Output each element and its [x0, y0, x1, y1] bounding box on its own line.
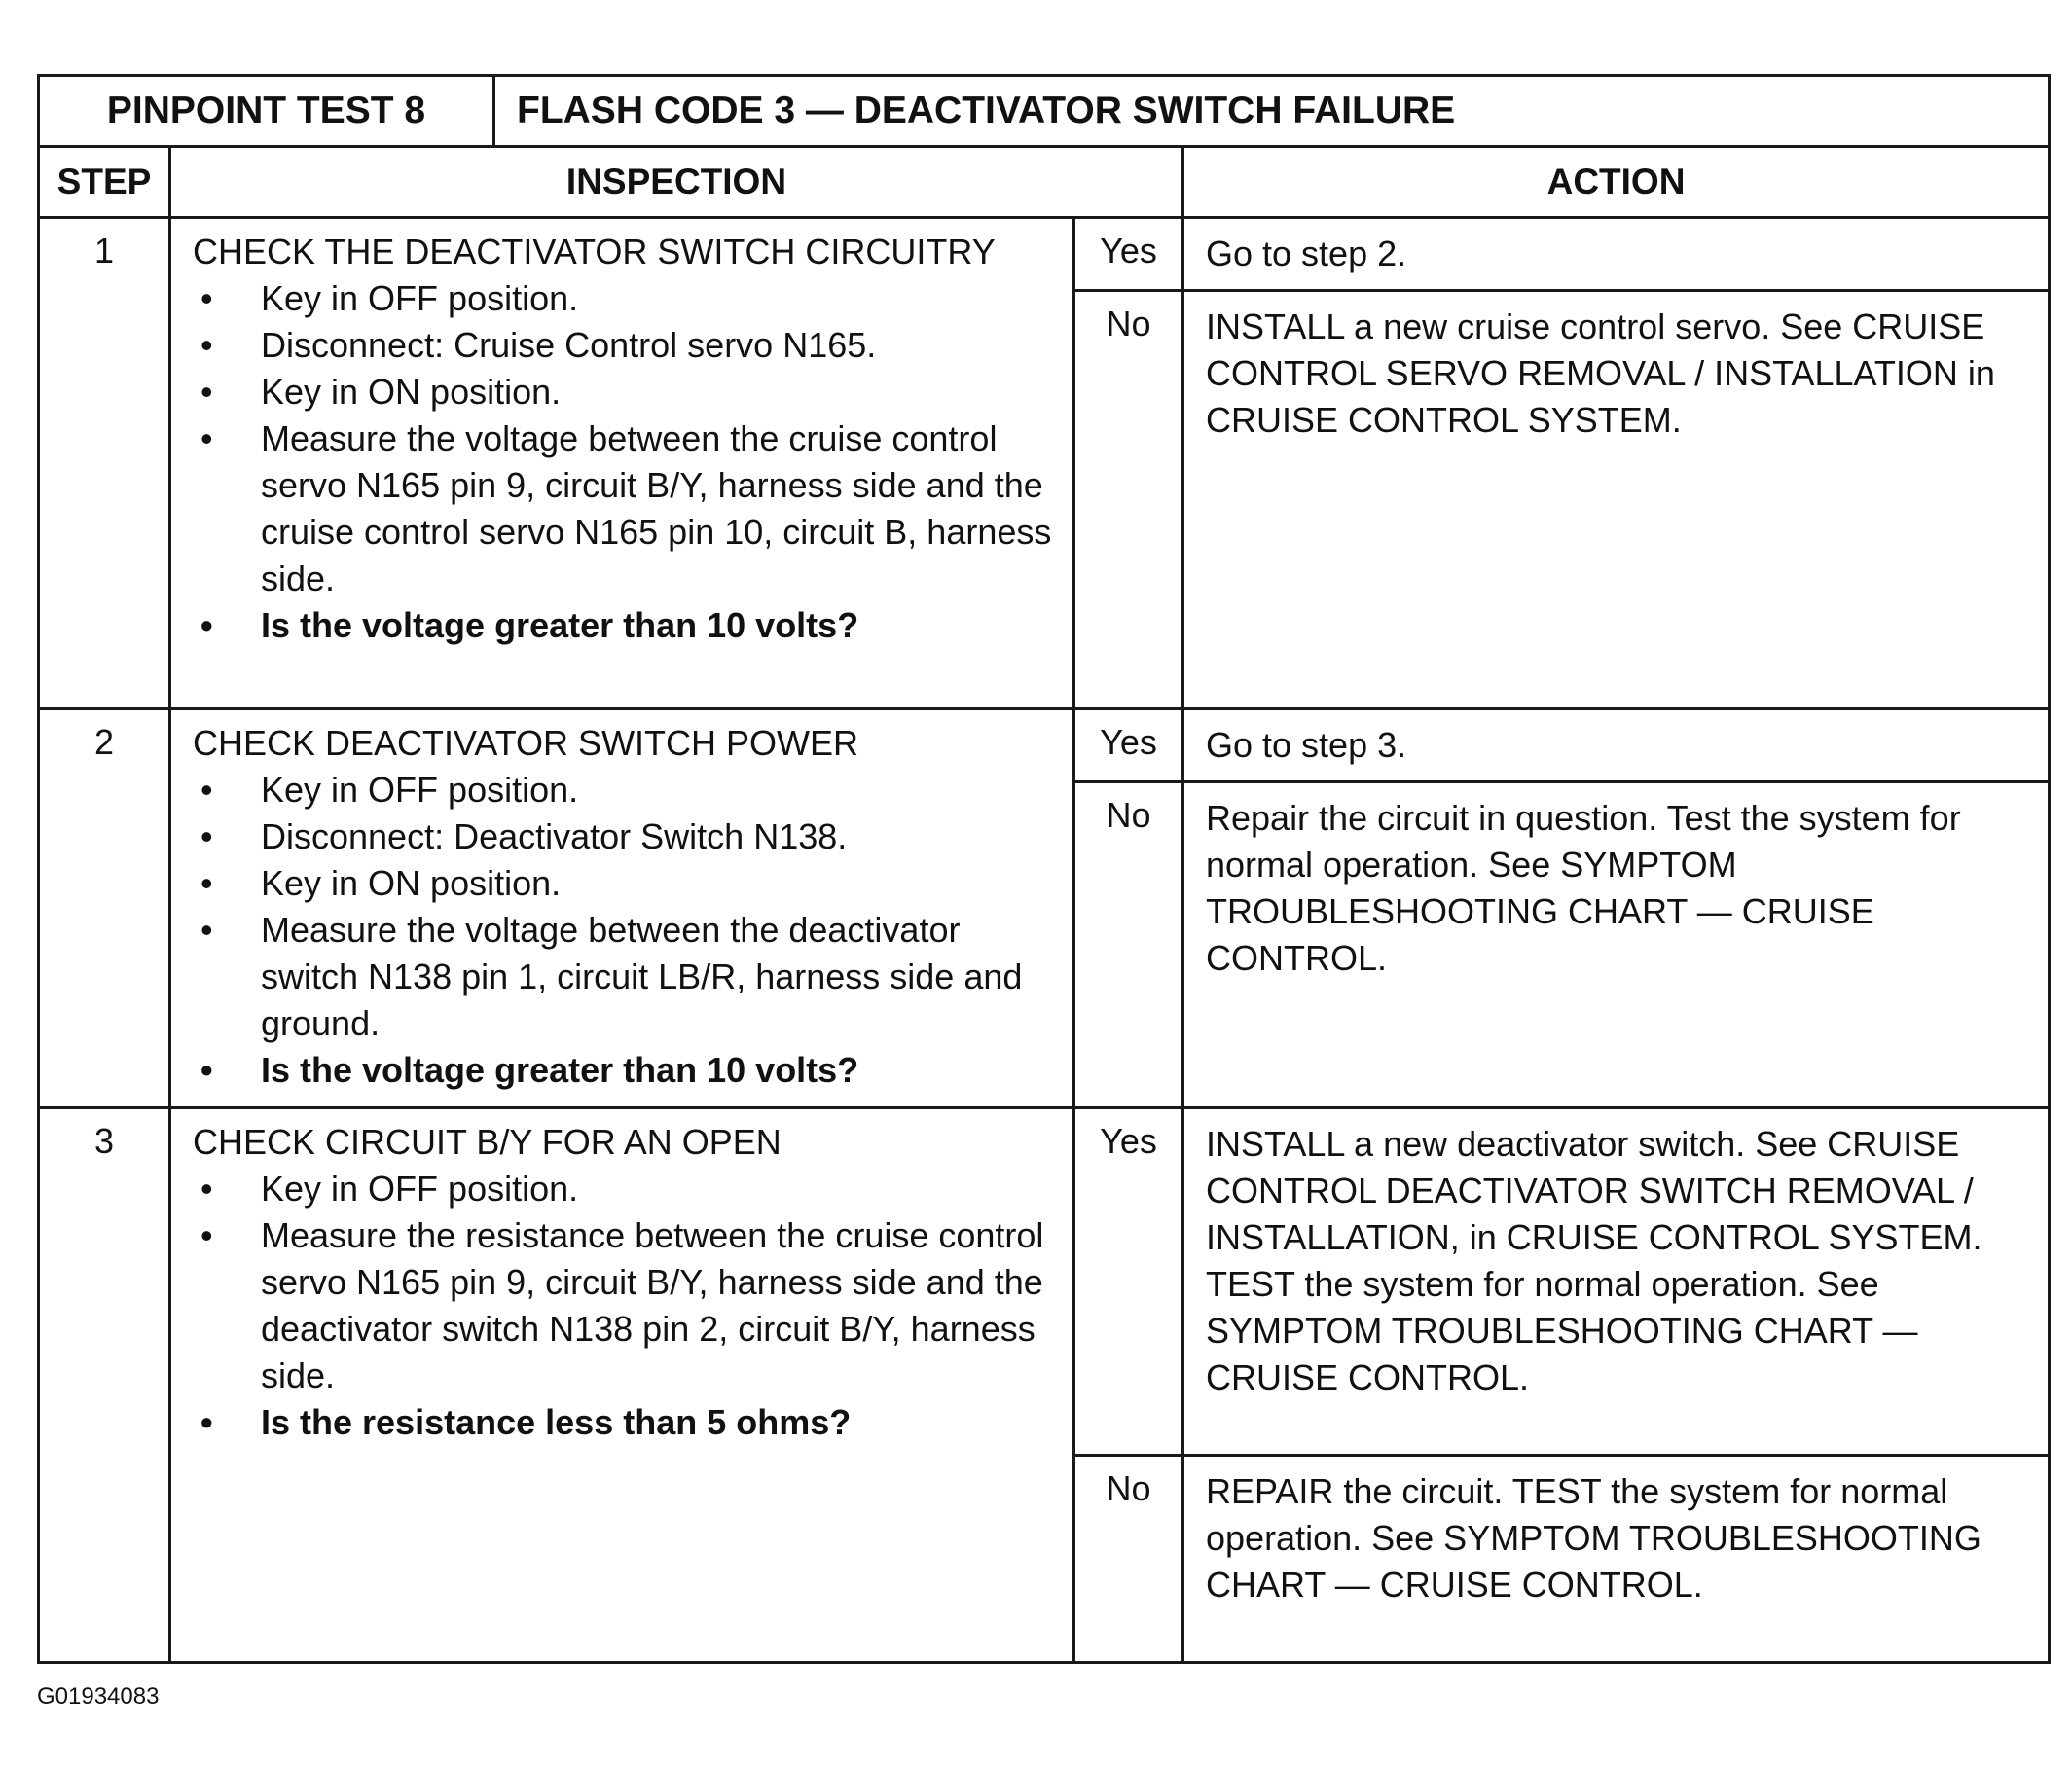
inspection-cell [170, 218, 1074, 709]
step-number: 2 [39, 709, 170, 1108]
step-bullets [193, 275, 1053, 649]
no-label: No [1074, 782, 1183, 1108]
title-row [39, 76, 2050, 147]
list-item: • Key in ON position. [193, 860, 1053, 907]
yes-action: Go to step 3. [1183, 709, 2050, 782]
no-action: REPAIR the circuit. TEST the system for normal operation. See SYMPTOM TROUBLESHOOTING CHART — CRUISE CONTROL. [1183, 1456, 2050, 1663]
inspection-cell [170, 1108, 1074, 1663]
column-header-row [39, 147, 2050, 218]
step-bullets [193, 1166, 1053, 1446]
yes-label: Yes [1074, 709, 1183, 782]
step-title: CHECK THE DEACTIVATOR SWITCH CIRCUITRY [193, 232, 996, 271]
yes-label: Yes [1074, 218, 1183, 291]
table-row [39, 218, 2050, 291]
table-row [39, 709, 2050, 782]
test-label: PINPOINT TEST 8 [39, 76, 494, 147]
list-item: • Key in OFF position. [193, 275, 1053, 322]
no-label: No [1074, 291, 1183, 709]
list-item: • Key in OFF position. [193, 767, 1053, 813]
yes-action: Go to step 2. [1183, 218, 2050, 291]
inspection-column-header: INSPECTION [170, 147, 1183, 218]
test-title: FLASH CODE 3 — DEACTIVATOR SWITCH FAILURE [494, 76, 2050, 147]
list-item: • Disconnect: Cruise Control servo N165. [193, 322, 1053, 369]
step-question: • Is the resistance less than 5 ohms? [193, 1399, 1053, 1446]
inspection-cell [170, 709, 1074, 1108]
step-title: CHECK CIRCUIT B/Y FOR AN OPEN [193, 1122, 782, 1162]
step-column-header: STEP [39, 147, 170, 218]
list-item: • Measure the voltage between the cruise control servo N165 pin 9, circuit B/Y, harness side and the cruise control servo N165 pin 10, circuit B, harness side. [193, 415, 1053, 602]
no-action: Repair the circuit in question. Test the system for normal operation. See SYMPTOM TROUBLESHOOTING CHART — CRUISE CONTROL. [1183, 782, 2050, 1108]
yes-action: INSTALL a new deactivator switch. See CRUISE CONTROL DEACTIVATOR SWITCH REMOVAL / INSTALLATION, in CRUISE CONTROL SYSTEM. TEST the system for normal operation. See SYMPTOM TROUBLESHOOTING CHART — CRUISE CONTROL. [1183, 1108, 2050, 1456]
list-item: • Disconnect: Deactivator Switch N138. [193, 813, 1053, 860]
step-bullets [193, 767, 1053, 1094]
step-title: CHECK DEACTIVATOR SWITCH POWER [193, 723, 859, 763]
action-column-header: ACTION [1183, 147, 2050, 218]
step-question: • Is the voltage greater than 10 volts? [193, 602, 1053, 649]
figure-id: G01934083 [37, 1683, 160, 1710]
step-number: 3 [39, 1108, 170, 1663]
table-row [39, 1108, 2050, 1456]
step-number: 1 [39, 218, 170, 709]
list-item: • Measure the resistance between the cruise control servo N165 pin 9, circuit B/Y, harness side and the deactivator switch N138 pin 2, circuit B/Y, harness side. [193, 1212, 1053, 1399]
no-action: INSTALL a new cruise control servo. See CRUISE CONTROL SERVO REMOVAL / INSTALLATION in CRUISE CONTROL SYSTEM. [1183, 291, 2050, 709]
list-item: • Key in ON position. [193, 369, 1053, 415]
yes-label: Yes [1074, 1108, 1183, 1456]
pinpoint-test-table [37, 74, 2051, 1664]
list-item: • Measure the voltage between the deactivator switch N138 pin 1, circuit LB/R, harness side and ground. [193, 907, 1053, 1047]
list-item: • Key in OFF position. [193, 1166, 1053, 1212]
no-label: No [1074, 1456, 1183, 1663]
step-question: • Is the voltage greater than 10 volts? [193, 1047, 1053, 1094]
